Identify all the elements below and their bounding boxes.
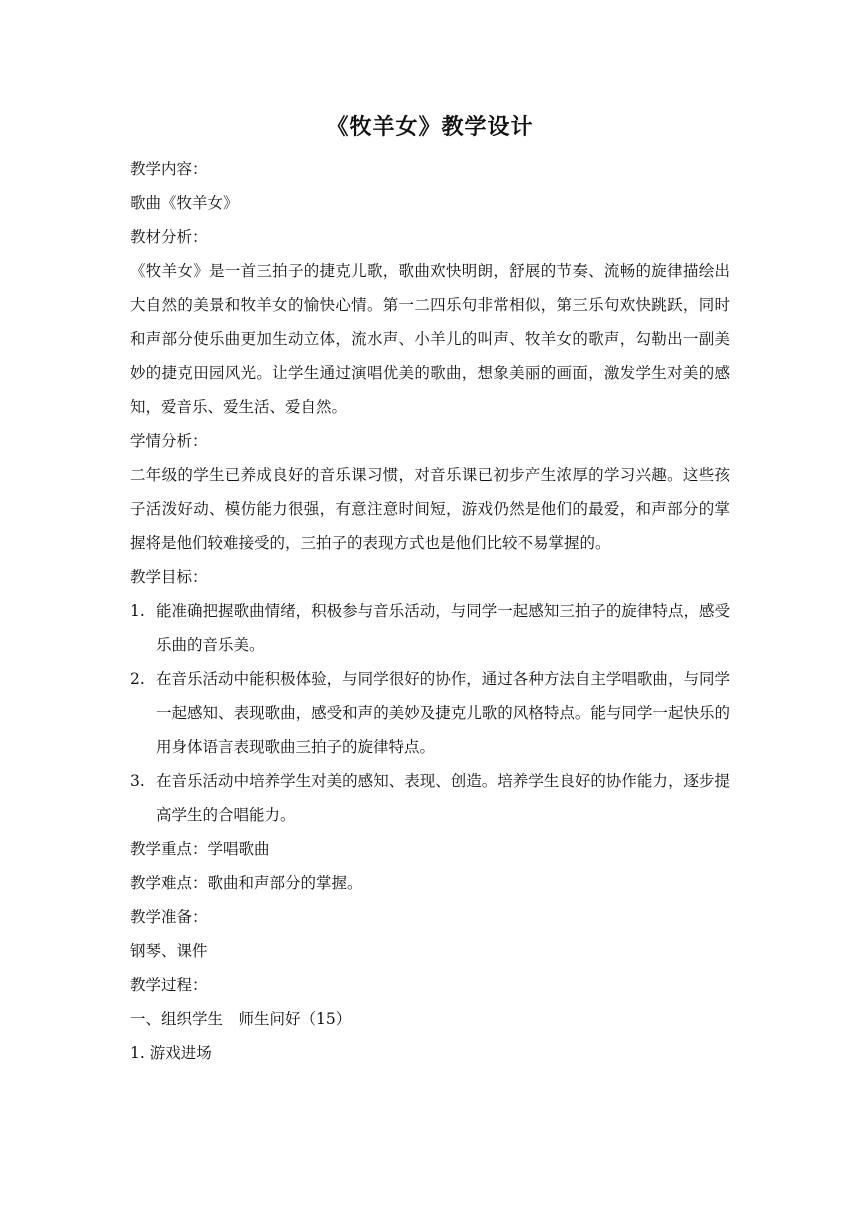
goal-number: 1.: [130, 602, 145, 620]
goal-item: [130, 662, 730, 764]
goals-list: [130, 594, 730, 832]
goal-text: 能准确把握歌曲情绪，积极参与音乐活动，与同学一起感知三拍子的旋律特点，感受乐曲的音乐美。: [156, 602, 730, 654]
goal-text: 在音乐活动中能积极体验，与同学很好的协作，通过各种方法自主学唱歌曲，与同学一起感知、表现歌曲，感受和声的美妙及捷克儿歌的风格特点。能与同学一起快乐的用身体语言表现歌曲三拍子的旋律特点。: [156, 670, 730, 756]
preparation-heading: 教学准备：: [130, 908, 208, 926]
teaching-content: 歌曲《牧羊女》: [130, 194, 239, 212]
process-step-1: 一、组织学生 师生问好（15）: [130, 1010, 352, 1028]
key-point: 教学重点：学唱歌曲: [130, 840, 270, 858]
document-body: [130, 152, 730, 1070]
goals-heading: 教学目标：: [130, 568, 208, 586]
material-analysis-paragraph: 《牧羊女》是一首三拍子的捷克儿歌，歌曲欢快明朗，舒展的节奏、流畅的旋律描绘出大自然的美景和牧羊女的愉快心情。第一二四乐句非常相似，第三乐句欢快跳跃，同时和声部分使乐曲更加生动立体，流水声、小羊儿的叫声、牧羊女的歌声，勾勒出一副美妙的捷克田园风光。让学生通过演唱优美的歌曲，想象美丽的画面，激发学生对美的感知，爱音乐、爱生活、爱自然。: [130, 262, 730, 416]
student-analysis-heading: 学情分析：: [130, 432, 208, 450]
teaching-content-heading: 教学内容：: [130, 160, 208, 178]
goal-text: 在音乐活动中培养学生对美的感知、表现、创造。培养学生良好的协作能力，逐步提高学生的合唱能力。: [156, 772, 730, 824]
process-heading: 教学过程：: [130, 976, 208, 994]
goal-number: 2.: [130, 670, 145, 688]
process-step-1-sub: 1. 游戏进场: [130, 1044, 212, 1062]
student-analysis-paragraph: 二年级的学生已养成良好的音乐课习惯，对音乐课已初步产生浓厚的学习兴趣。这些孩子活泼好动、模仿能力很强，有意注意时间短，游戏仍然是他们的最爱，和声部分的掌握将是他们较难接受的，三拍子的表现方式也是他们比较不易掌握的。: [130, 466, 730, 552]
goal-item: [130, 594, 730, 662]
goal-number: 3.: [130, 772, 145, 790]
document-title: 《牧羊女》教学设计: [326, 114, 534, 140]
material-analysis-heading: 教材分析：: [130, 228, 208, 246]
difficulty: 教学难点：歌曲和声部分的掌握。: [130, 874, 363, 892]
goal-item: [130, 764, 730, 832]
preparation: 钢琴、课件: [130, 942, 208, 960]
